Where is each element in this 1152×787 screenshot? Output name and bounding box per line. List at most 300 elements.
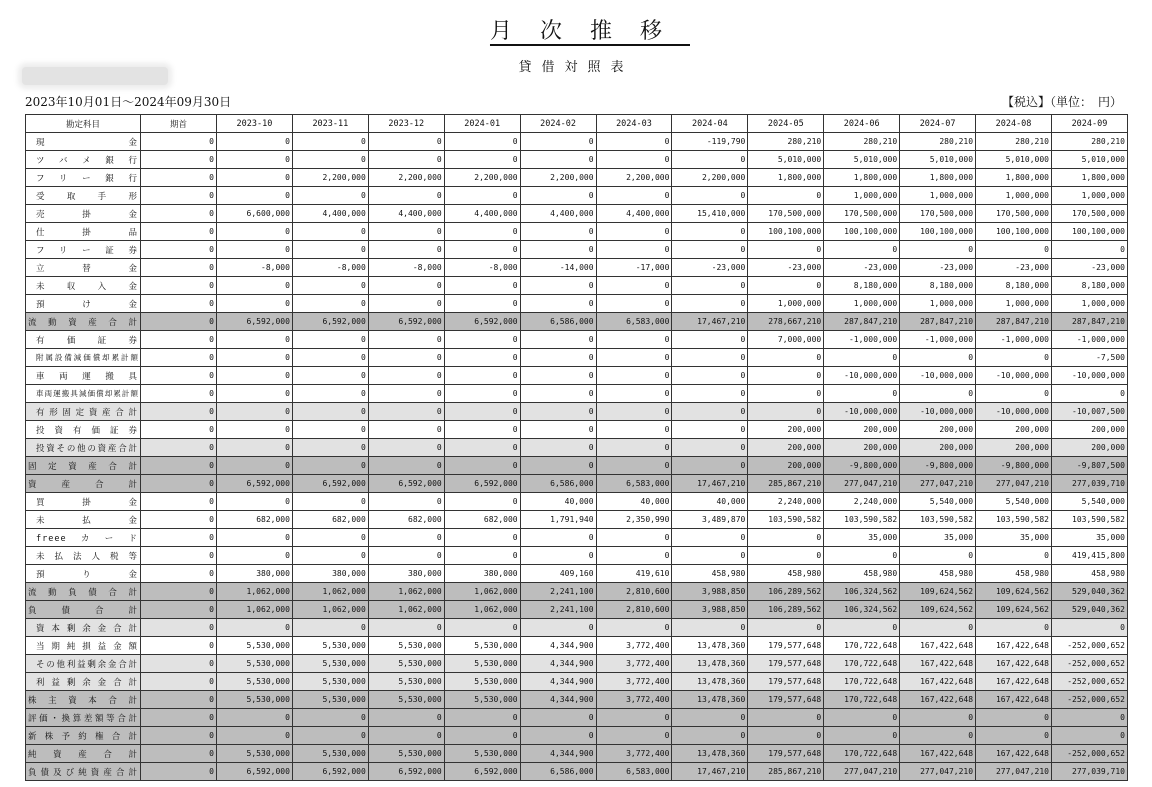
- amount-cell: 100,100,000: [1051, 223, 1127, 241]
- table-row: [26, 313, 1128, 331]
- amount-cell: 6,592,000: [292, 475, 368, 493]
- amount-cell: 17,467,210: [672, 313, 748, 331]
- amount-cell: 0: [520, 367, 596, 385]
- amount-cell: 280,210: [824, 133, 900, 151]
- table-row: [26, 511, 1128, 529]
- account-label: 有形固定資産合計: [26, 403, 141, 421]
- amount-cell: 13,478,360: [672, 673, 748, 691]
- account-label: 利益剰余金合計: [26, 673, 141, 691]
- table-row: [26, 169, 1128, 187]
- amount-cell: 0: [292, 331, 368, 349]
- account-label: 投資その他の資産合計: [26, 439, 141, 457]
- amount-cell: 109,624,562: [976, 601, 1052, 619]
- amount-cell: 0: [672, 277, 748, 295]
- amount-cell: 0: [520, 241, 596, 259]
- amount-cell: 1,000,000: [976, 187, 1052, 205]
- amount-cell: 0: [824, 385, 900, 403]
- table-row: [26, 673, 1128, 691]
- amount-cell: 5,530,000: [217, 673, 293, 691]
- account-label: 新株予約権合計: [26, 727, 141, 745]
- amount-cell: 0: [900, 385, 976, 403]
- amount-cell: 0: [672, 547, 748, 565]
- amount-cell: 277,047,210: [824, 763, 900, 781]
- amount-cell: 0: [141, 493, 217, 511]
- amount-cell: 277,039,710: [1051, 763, 1127, 781]
- amount-cell: 0: [141, 277, 217, 295]
- amount-cell: 1,062,000: [444, 601, 520, 619]
- amount-cell: 5,530,000: [292, 673, 368, 691]
- amount-cell: 109,624,562: [976, 583, 1052, 601]
- amount-cell: 0: [368, 151, 444, 169]
- amount-cell: 0: [444, 367, 520, 385]
- amount-cell: -9,800,000: [976, 457, 1052, 475]
- amount-cell: 0: [596, 187, 672, 205]
- amount-cell: 419,610: [596, 565, 672, 583]
- table-row: [26, 475, 1128, 493]
- amount-cell: 0: [520, 133, 596, 151]
- amount-cell: 0: [976, 619, 1052, 637]
- account-label: フリー銀行: [26, 169, 141, 187]
- amount-cell: 0: [520, 709, 596, 727]
- table-body: [26, 133, 1128, 781]
- amount-cell: 0: [900, 241, 976, 259]
- amount-cell: 4,400,000: [368, 205, 444, 223]
- amount-cell: 2,200,000: [444, 169, 520, 187]
- amount-cell: 3,988,850: [672, 601, 748, 619]
- amount-cell: 8,180,000: [1051, 277, 1127, 295]
- amount-cell: 0: [444, 547, 520, 565]
- table-row: [26, 457, 1128, 475]
- amount-cell: 8,180,000: [900, 277, 976, 295]
- amount-cell: 0: [520, 727, 596, 745]
- amount-cell: 280,210: [976, 133, 1052, 151]
- amount-cell: 2,200,000: [368, 169, 444, 187]
- table-row: [26, 205, 1128, 223]
- amount-cell: 0: [368, 241, 444, 259]
- amount-cell: 0: [217, 709, 293, 727]
- amount-cell: 0: [596, 151, 672, 169]
- amount-cell: 419,415,800: [1051, 547, 1127, 565]
- amount-cell: -23,000: [672, 259, 748, 277]
- amount-cell: 0: [141, 619, 217, 637]
- account-label: 当期純損益金額: [26, 637, 141, 655]
- amount-cell: 0: [824, 709, 900, 727]
- amount-cell: 0: [217, 727, 293, 745]
- amount-cell: 1,000,000: [1051, 187, 1127, 205]
- amount-cell: 0: [748, 367, 824, 385]
- amount-cell: 3,988,850: [672, 583, 748, 601]
- amount-cell: 277,047,210: [824, 475, 900, 493]
- amount-cell: 0: [368, 403, 444, 421]
- amount-cell: 13,478,360: [672, 691, 748, 709]
- amount-cell: 0: [900, 547, 976, 565]
- amount-cell: 0: [1051, 709, 1127, 727]
- amount-cell: 0: [141, 331, 217, 349]
- amount-cell: 1,000,000: [900, 295, 976, 313]
- amount-cell: 1,062,000: [217, 583, 293, 601]
- amount-cell: 109,624,562: [900, 583, 976, 601]
- amount-cell: 3,772,400: [596, 637, 672, 655]
- amount-cell: 0: [141, 745, 217, 763]
- amount-cell: 5,010,000: [748, 151, 824, 169]
- amount-cell: 100,100,000: [900, 223, 976, 241]
- amount-cell: 277,039,710: [1051, 475, 1127, 493]
- amount-cell: 170,500,000: [1051, 205, 1127, 223]
- amount-cell: 682,000: [217, 511, 293, 529]
- amount-cell: 0: [141, 421, 217, 439]
- amount-cell: 0: [520, 331, 596, 349]
- amount-cell: 0: [292, 349, 368, 367]
- amount-cell: 2,241,100: [520, 583, 596, 601]
- amount-cell: 4,400,000: [444, 205, 520, 223]
- amount-cell: 0: [900, 727, 976, 745]
- amount-cell: 0: [141, 295, 217, 313]
- amount-cell: 5,010,000: [1051, 151, 1127, 169]
- table-row: [26, 637, 1128, 655]
- amount-cell: 0: [672, 727, 748, 745]
- amount-cell: 0: [520, 295, 596, 313]
- amount-cell: 5,530,000: [217, 691, 293, 709]
- account-label: 資産合計: [26, 475, 141, 493]
- amount-cell: 200,000: [900, 421, 976, 439]
- amount-cell: 0: [368, 529, 444, 547]
- amount-cell: 0: [824, 619, 900, 637]
- amount-cell: 0: [368, 223, 444, 241]
- amount-cell: 0: [141, 601, 217, 619]
- amount-cell: 409,160: [520, 565, 596, 583]
- amount-cell: 285,867,210: [748, 763, 824, 781]
- header-period: 2024-05: [748, 115, 824, 133]
- amount-cell: 0: [596, 439, 672, 457]
- amount-cell: 0: [748, 385, 824, 403]
- table-row: [26, 133, 1128, 151]
- amount-cell: 103,590,582: [900, 511, 976, 529]
- amount-cell: 0: [900, 709, 976, 727]
- amount-cell: 6,586,000: [520, 763, 596, 781]
- amount-cell: 0: [217, 277, 293, 295]
- amount-cell: 0: [824, 241, 900, 259]
- amount-cell: 0: [141, 565, 217, 583]
- amount-cell: 0: [217, 187, 293, 205]
- amount-cell: -9,800,000: [900, 457, 976, 475]
- amount-cell: 0: [141, 349, 217, 367]
- amount-cell: 0: [672, 439, 748, 457]
- amount-cell: -10,000,000: [900, 403, 976, 421]
- amount-cell: 170,500,000: [976, 205, 1052, 223]
- table-row: [26, 241, 1128, 259]
- amount-cell: 15,410,000: [672, 205, 748, 223]
- amount-cell: 0: [292, 187, 368, 205]
- amount-cell: 0: [596, 223, 672, 241]
- amount-cell: 2,200,000: [596, 169, 672, 187]
- amount-cell: -17,000: [596, 259, 672, 277]
- amount-cell: 5,530,000: [292, 745, 368, 763]
- amount-cell: 0: [141, 691, 217, 709]
- account-label: 預り金: [26, 565, 141, 583]
- account-label: 未払金: [26, 511, 141, 529]
- amount-cell: 0: [141, 655, 217, 673]
- amount-cell: 1,800,000: [748, 169, 824, 187]
- amount-cell: -10,007,500: [1051, 403, 1127, 421]
- amount-cell: 13,478,360: [672, 637, 748, 655]
- amount-cell: 277,047,210: [976, 475, 1052, 493]
- amount-cell: 106,324,562: [824, 601, 900, 619]
- amount-cell: 35,000: [900, 529, 976, 547]
- amount-cell: 6,592,000: [444, 313, 520, 331]
- amount-cell: 0: [748, 349, 824, 367]
- amount-cell: 0: [1051, 385, 1127, 403]
- amount-cell: 6,592,000: [368, 475, 444, 493]
- amount-cell: 0: [596, 133, 672, 151]
- amount-cell: 682,000: [292, 511, 368, 529]
- amount-cell: 0: [672, 295, 748, 313]
- amount-cell: -14,000: [520, 259, 596, 277]
- amount-cell: 0: [520, 439, 596, 457]
- amount-cell: 277,047,210: [976, 763, 1052, 781]
- amount-cell: 0: [596, 277, 672, 295]
- amount-cell: 0: [520, 403, 596, 421]
- amount-cell: 0: [141, 529, 217, 547]
- amount-cell: 5,010,000: [824, 151, 900, 169]
- amount-cell: 5,530,000: [444, 637, 520, 655]
- amount-cell: 0: [976, 547, 1052, 565]
- amount-cell: 5,530,000: [292, 655, 368, 673]
- amount-cell: -252,000,652: [1051, 637, 1127, 655]
- amount-cell: 0: [141, 241, 217, 259]
- account-label: 未払法人税等: [26, 547, 141, 565]
- account-label: 負債及び純資産合計: [26, 763, 141, 781]
- table-row: [26, 223, 1128, 241]
- header-period: 2024-03: [596, 115, 672, 133]
- amount-cell: 5,530,000: [368, 691, 444, 709]
- amount-cell: 0: [748, 403, 824, 421]
- amount-cell: 1,800,000: [900, 169, 976, 187]
- amount-cell: 0: [141, 439, 217, 457]
- amount-cell: 106,289,562: [748, 601, 824, 619]
- amount-cell: 0: [444, 403, 520, 421]
- amount-cell: 0: [141, 727, 217, 745]
- amount-cell: 0: [217, 169, 293, 187]
- amount-cell: 4,400,000: [520, 205, 596, 223]
- amount-cell: 0: [1051, 727, 1127, 745]
- amount-cell: 0: [596, 547, 672, 565]
- amount-cell: 5,530,000: [292, 637, 368, 655]
- amount-cell: 0: [596, 403, 672, 421]
- amount-cell: 0: [672, 457, 748, 475]
- amount-cell: -10,000,000: [976, 403, 1052, 421]
- amount-cell: 170,500,000: [824, 205, 900, 223]
- amount-cell: 1,800,000: [824, 169, 900, 187]
- amount-cell: 6,592,000: [217, 763, 293, 781]
- amount-cell: 1,791,940: [520, 511, 596, 529]
- amount-cell: 167,422,648: [900, 673, 976, 691]
- amount-cell: 0: [292, 295, 368, 313]
- amount-cell: -1,000,000: [900, 331, 976, 349]
- header-period: 2024-07: [900, 115, 976, 133]
- amount-cell: -9,800,000: [824, 457, 900, 475]
- amount-cell: 280,210: [1051, 133, 1127, 151]
- account-label: 資本剰余金合計: [26, 619, 141, 637]
- amount-cell: 0: [141, 169, 217, 187]
- account-label: 車両運搬具: [26, 367, 141, 385]
- table-row: [26, 709, 1128, 727]
- account-label: 固定資産合計: [26, 457, 141, 475]
- amount-cell: 280,210: [900, 133, 976, 151]
- account-label: 流動資産合計: [26, 313, 141, 331]
- amount-cell: 0: [292, 133, 368, 151]
- amount-cell: 5,530,000: [292, 691, 368, 709]
- amount-cell: 100,100,000: [824, 223, 900, 241]
- amount-cell: 0: [596, 241, 672, 259]
- amount-cell: 0: [141, 511, 217, 529]
- table-row: [26, 421, 1128, 439]
- amount-cell: 5,010,000: [900, 151, 976, 169]
- amount-cell: 35,000: [976, 529, 1052, 547]
- amount-cell: 109,624,562: [900, 601, 976, 619]
- amount-cell: 0: [217, 421, 293, 439]
- amount-cell: 1,000,000: [976, 295, 1052, 313]
- amount-cell: 17,467,210: [672, 763, 748, 781]
- amount-cell: 682,000: [368, 511, 444, 529]
- header-period: 2024-08: [976, 115, 1052, 133]
- amount-cell: 0: [444, 385, 520, 403]
- account-label: 株主資本合計: [26, 691, 141, 709]
- amount-cell: 0: [520, 187, 596, 205]
- amount-cell: 8,180,000: [824, 277, 900, 295]
- amount-cell: 0: [368, 619, 444, 637]
- amount-cell: 0: [520, 529, 596, 547]
- amount-cell: 6,600,000: [217, 205, 293, 223]
- amount-cell: 380,000: [217, 565, 293, 583]
- table-row: [26, 619, 1128, 637]
- amount-cell: -10,000,000: [976, 367, 1052, 385]
- amount-cell: 278,667,210: [748, 313, 824, 331]
- amount-cell: 0: [672, 241, 748, 259]
- table-row: [26, 601, 1128, 619]
- amount-cell: 0: [368, 367, 444, 385]
- amount-cell: -252,000,652: [1051, 745, 1127, 763]
- account-label: 売掛金: [26, 205, 141, 223]
- header-period: 2023-12: [368, 115, 444, 133]
- amount-cell: 0: [444, 619, 520, 637]
- amount-cell: 35,000: [1051, 529, 1127, 547]
- amount-cell: 0: [141, 709, 217, 727]
- amount-cell: -8,000: [368, 259, 444, 277]
- table-row: [26, 349, 1128, 367]
- amount-cell: 1,062,000: [368, 601, 444, 619]
- amount-cell: 0: [444, 187, 520, 205]
- amount-cell: 0: [444, 709, 520, 727]
- amount-cell: 0: [976, 727, 1052, 745]
- amount-cell: 0: [141, 367, 217, 385]
- amount-cell: 0: [292, 277, 368, 295]
- amount-cell: -252,000,652: [1051, 655, 1127, 673]
- amount-cell: 167,422,648: [976, 655, 1052, 673]
- amount-cell: 0: [141, 313, 217, 331]
- amount-cell: -8,000: [292, 259, 368, 277]
- amount-cell: 0: [368, 727, 444, 745]
- amount-cell: 167,422,648: [900, 655, 976, 673]
- amount-cell: 0: [748, 241, 824, 259]
- table-row: [26, 439, 1128, 457]
- amount-cell: 277,047,210: [900, 763, 976, 781]
- amount-cell: -23,000: [1051, 259, 1127, 277]
- amount-cell: 0: [141, 187, 217, 205]
- amount-cell: -7,500: [1051, 349, 1127, 367]
- amount-cell: 0: [748, 619, 824, 637]
- account-label: 有価証券: [26, 331, 141, 349]
- amount-cell: 0: [520, 223, 596, 241]
- amount-cell: 458,980: [1051, 565, 1127, 583]
- amount-cell: 0: [217, 295, 293, 313]
- amount-cell: 0: [141, 223, 217, 241]
- amount-cell: 0: [292, 529, 368, 547]
- amount-cell: 0: [444, 133, 520, 151]
- amount-cell: 6,586,000: [520, 475, 596, 493]
- amount-cell: 0: [292, 493, 368, 511]
- table-row: [26, 331, 1128, 349]
- header-period: 2024-06: [824, 115, 900, 133]
- amount-cell: -252,000,652: [1051, 673, 1127, 691]
- amount-cell: 0: [444, 439, 520, 457]
- amount-cell: 0: [292, 457, 368, 475]
- amount-cell: 3,772,400: [596, 691, 672, 709]
- table-row: [26, 295, 1128, 313]
- table-row: [26, 493, 1128, 511]
- account-label: 車両運搬具減価償却累計額: [26, 385, 141, 403]
- amount-cell: 5,540,000: [900, 493, 976, 511]
- amount-cell: 0: [368, 439, 444, 457]
- amount-cell: 6,592,000: [217, 475, 293, 493]
- tax-unit-note: 【税込】（単位： 円）: [1001, 95, 1122, 109]
- amount-cell: 2,241,100: [520, 601, 596, 619]
- amount-cell: 1,062,000: [292, 601, 368, 619]
- amount-cell: 0: [596, 295, 672, 313]
- amount-cell: -8,000: [217, 259, 293, 277]
- amount-cell: 2,200,000: [292, 169, 368, 187]
- amount-cell: 0: [141, 763, 217, 781]
- amount-cell: 0: [292, 709, 368, 727]
- amount-cell: 4,344,900: [520, 637, 596, 655]
- amount-cell: 5,530,000: [217, 655, 293, 673]
- amount-cell: 0: [748, 187, 824, 205]
- amount-cell: 0: [976, 241, 1052, 259]
- amount-cell: 0: [976, 385, 1052, 403]
- amount-cell: 200,000: [824, 421, 900, 439]
- redacted-company-name: [22, 67, 168, 85]
- table-row: [26, 151, 1128, 169]
- amount-cell: 458,980: [976, 565, 1052, 583]
- amount-cell: -10,000,000: [900, 367, 976, 385]
- account-label: 買掛金: [26, 493, 141, 511]
- amount-cell: 0: [748, 727, 824, 745]
- table-row: [26, 277, 1128, 295]
- amount-cell: 0: [672, 619, 748, 637]
- table-row: [26, 403, 1128, 421]
- amount-cell: 1,062,000: [444, 583, 520, 601]
- amount-cell: 0: [368, 277, 444, 295]
- amount-cell: 0: [292, 151, 368, 169]
- amount-cell: 2,240,000: [824, 493, 900, 511]
- amount-cell: -1,000,000: [976, 331, 1052, 349]
- amount-cell: 40,000: [520, 493, 596, 511]
- amount-cell: 0: [141, 205, 217, 223]
- amount-cell: 3,772,400: [596, 673, 672, 691]
- amount-cell: 0: [444, 277, 520, 295]
- amount-cell: 0: [141, 547, 217, 565]
- amount-cell: 0: [900, 619, 976, 637]
- account-label: freeeカード: [26, 529, 141, 547]
